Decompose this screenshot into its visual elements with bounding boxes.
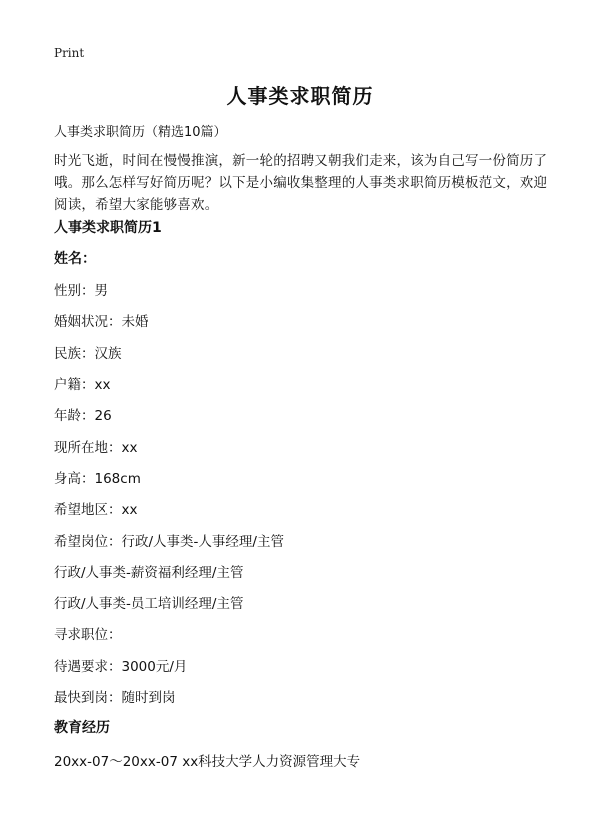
field-desired-position-3: 行政/人事类-员工培训经理/主管 bbox=[54, 596, 244, 612]
document-title: 人事类求职简历 bbox=[226, 84, 374, 108]
field-desired-region: 希望地区：xx bbox=[54, 502, 138, 518]
print-link[interactable]: Print bbox=[54, 46, 85, 60]
education-entry: 20xx-07～20xx-07 xx科技大学人力资源管理大专 bbox=[54, 754, 361, 770]
section-heading-resume-1: 人事类求职简历1 bbox=[54, 220, 162, 236]
education-heading: 教育经历 bbox=[54, 720, 110, 736]
field-job-sought: 寻求职位： bbox=[54, 627, 122, 643]
field-salary-requirement: 待遇要求：3000元/月 bbox=[54, 659, 188, 675]
name-label: 姓名： bbox=[54, 251, 96, 267]
field-desired-position-2: 行政/人事类-薪资福利经理/主管 bbox=[54, 565, 244, 581]
field-height: 身高：168cm bbox=[54, 471, 141, 487]
field-earliest-start: 最快到岗：随时到岗 bbox=[54, 690, 176, 706]
field-gender: 性别：男 bbox=[54, 283, 108, 299]
field-desired-position: 希望岗位：行政/人事类-人事经理/主管 bbox=[54, 534, 284, 550]
document-subtitle: 人事类求职简历（精选10篇） bbox=[54, 125, 227, 140]
field-age: 年龄：26 bbox=[54, 408, 112, 424]
intro-paragraph: 时光飞逝，时间在慢慢推演，新一轮的招聘又朝我们走来，该为自己写一份简历了哦。那么怎样写好简历呢？以下是小编收集整理的人事类求职简历模板范文，欢迎阅读，希望大家能够喜欢。 bbox=[54, 153, 548, 213]
field-marital-status: 婚姻状况：未婚 bbox=[54, 314, 149, 330]
field-ethnicity: 民族：汉族 bbox=[54, 346, 122, 362]
field-current-location: 现所在地：xx bbox=[54, 440, 138, 456]
field-household-registration: 户籍：xx bbox=[54, 377, 111, 393]
